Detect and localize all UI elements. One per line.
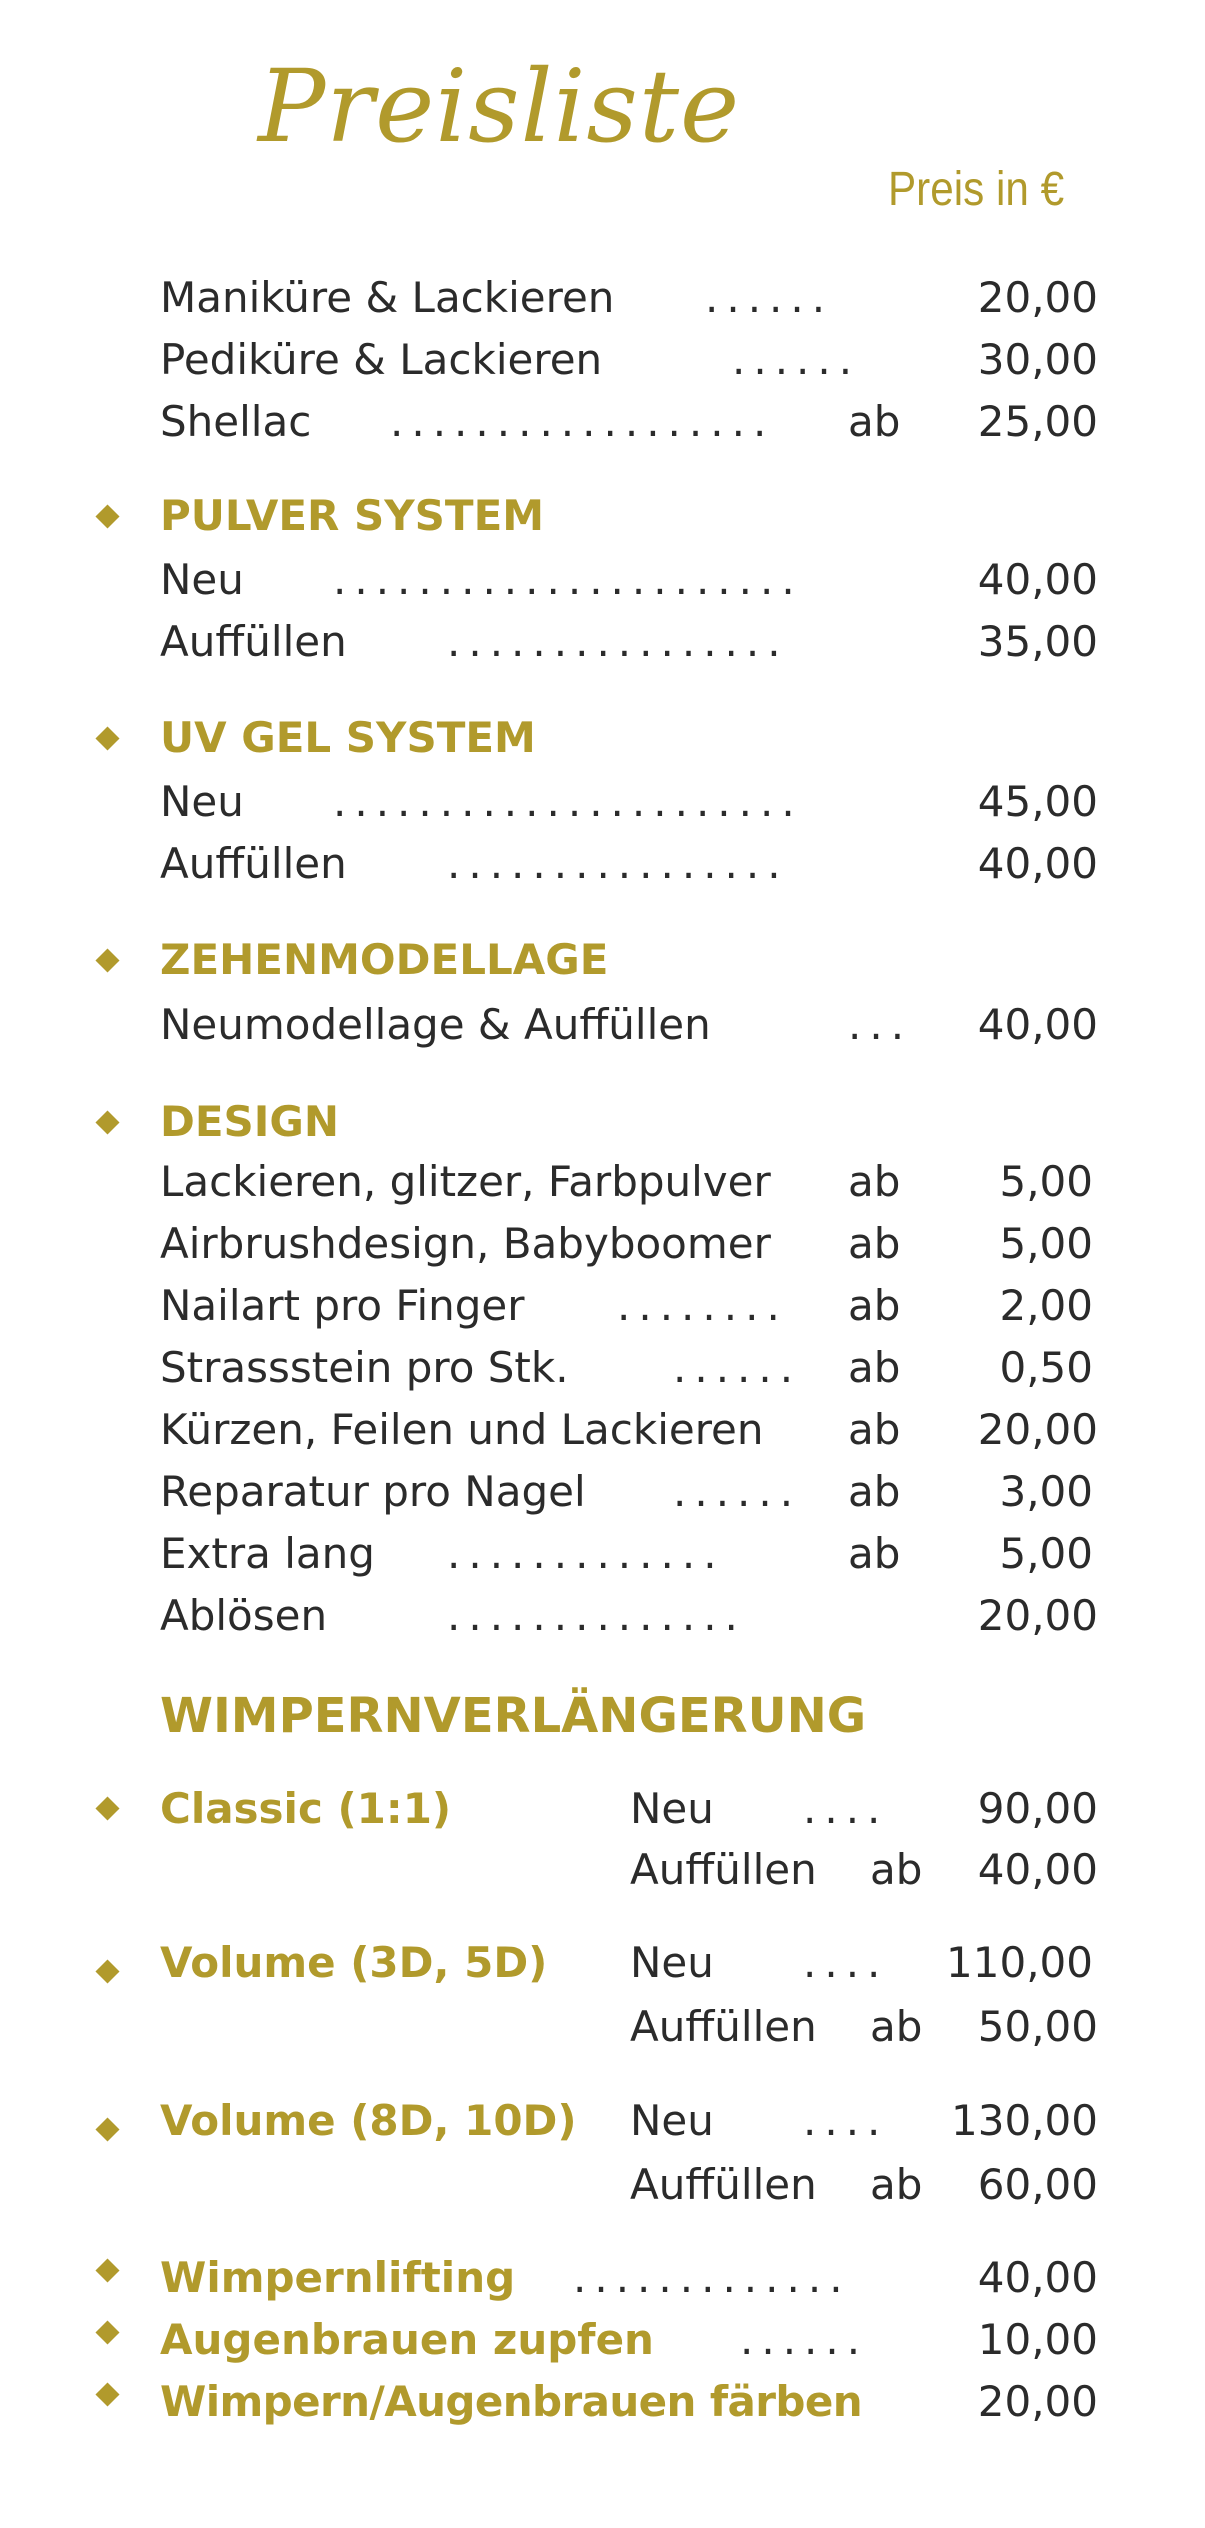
service-label: Reparatur pro Nagel: [160, 1467, 586, 1516]
refill-label: Auffüllen: [630, 2160, 817, 2209]
service-label: Pediküre & Lackieren: [160, 335, 603, 384]
from-label: ab: [848, 1157, 901, 1206]
diamond-bullet-icon: [95, 1796, 119, 1820]
service-price: 40,00: [977, 2253, 1098, 2302]
leader-dots: ......: [673, 1467, 802, 1516]
leader-dots: ......: [673, 1343, 802, 1392]
service-price: 40,00: [977, 1000, 1098, 1049]
section-heading: DESIGN: [160, 1097, 340, 1146]
service-label: Lackieren, glitzer, Farbpulver: [160, 1157, 771, 1206]
leader-dots: ......: [740, 2315, 869, 2364]
from-label: ab: [848, 1405, 901, 1454]
leader-dots: ......................: [333, 777, 803, 826]
diamond-bullet-icon: [95, 948, 119, 972]
service-price: 0,50: [999, 1343, 1093, 1392]
leader-dots: ..............: [447, 1591, 746, 1640]
diamond-bullet-icon: [95, 2258, 119, 2282]
leader-dots: ........: [617, 1281, 788, 1330]
service-price: 40,00: [977, 555, 1098, 604]
service-label: Nailart pro Finger: [160, 1281, 525, 1330]
service-price: 5,00: [999, 1529, 1093, 1578]
service-price: 90,00: [977, 1784, 1098, 1833]
refill-label: Auffüllen: [630, 2002, 817, 2051]
lash-service-name: Volume (3D, 5D): [160, 1938, 548, 1987]
diamond-bullet-icon: [95, 2117, 119, 2141]
leader-dots: ....: [803, 2096, 889, 2145]
from-label: ab: [848, 397, 901, 446]
service-label: Auffüllen: [160, 839, 347, 888]
lash-service-name: Wimpern/Augenbrauen färben: [160, 2377, 863, 2426]
leader-dots: ......................: [333, 555, 803, 604]
leader-dots: ................: [447, 617, 789, 666]
service-label: Shellac: [160, 397, 312, 446]
section-heading: ZEHENMODELLAGE: [160, 935, 609, 984]
service-label: Auffüllen: [160, 617, 347, 666]
service-label: Neu: [160, 777, 244, 826]
section-heading: UV GEL SYSTEM: [160, 713, 536, 762]
service-price: 10,00: [977, 2315, 1098, 2364]
lash-service-name: Wimpernlifting: [160, 2253, 516, 2302]
new-label: Neu: [630, 2096, 714, 2145]
diamond-bullet-icon: [95, 1959, 119, 1983]
leader-dots: ....: [803, 1938, 889, 1987]
from-label: ab: [870, 2002, 923, 2051]
leader-dots: .............: [447, 1529, 725, 1578]
service-price: 20,00: [977, 1591, 1098, 1640]
service-label: Maniküre & Lackieren: [160, 273, 615, 322]
diamond-bullet-icon: [95, 2382, 119, 2406]
leader-dots: ......: [732, 335, 861, 384]
diamond-bullet-icon: [95, 726, 119, 750]
service-label: Ablösen: [160, 1591, 328, 1640]
lash-service-name: Classic (1:1): [160, 1784, 452, 1833]
lash-service-name: Augenbrauen zupfen: [160, 2315, 654, 2364]
service-label: Strassstein pro Stk.: [160, 1343, 569, 1392]
from-label: ab: [848, 1281, 901, 1330]
service-price: 40,00: [977, 839, 1098, 888]
service-price: 130,00: [951, 2096, 1098, 2145]
service-price: 2,00: [999, 1281, 1093, 1330]
service-price: 20,00: [977, 2377, 1098, 2426]
diamond-bullet-icon: [95, 1110, 119, 1134]
leader-dots: ......: [705, 273, 834, 322]
leader-dots: ................: [447, 839, 789, 888]
service-price: 40,00: [977, 1845, 1098, 1894]
service-price: 5,00: [999, 1219, 1093, 1268]
from-label: ab: [848, 1343, 901, 1392]
leader-dots: .............: [573, 2253, 851, 2302]
service-price: 35,00: [977, 617, 1098, 666]
service-price: 20,00: [977, 273, 1098, 322]
refill-label: Auffüllen: [630, 1845, 817, 1894]
service-label: Neu: [160, 555, 244, 604]
service-price: 25,00: [977, 397, 1098, 446]
service-price: 110,00: [946, 1938, 1093, 1987]
section-heading: PULVER SYSTEM: [160, 491, 545, 540]
service-price: 3,00: [999, 1467, 1093, 1516]
new-label: Neu: [630, 1784, 714, 1833]
diamond-bullet-icon: [95, 2320, 119, 2344]
service-label: Neumodellage & Auffüllen: [160, 1000, 711, 1049]
service-price: 60,00: [977, 2160, 1098, 2209]
diamond-bullet-icon: [95, 504, 119, 528]
section-heading: WIMPERNVERLÄNGERUNG: [160, 1688, 867, 1744]
from-label: ab: [848, 1529, 901, 1578]
leader-dots: ....: [803, 1784, 889, 1833]
service-price: 50,00: [977, 2002, 1098, 2051]
service-label: Extra lang: [160, 1529, 375, 1578]
leader-dots: ..................: [390, 397, 775, 446]
service-price: 45,00: [977, 777, 1098, 826]
service-price: 5,00: [999, 1157, 1093, 1206]
new-label: Neu: [630, 1938, 714, 1987]
leader-dots: ...: [848, 1000, 913, 1049]
service-price: 20,00: [977, 1405, 1098, 1454]
service-price: 30,00: [977, 335, 1098, 384]
page-title: Preisliste: [258, 48, 741, 165]
service-label: Kürzen, Feilen und Lackieren: [160, 1405, 764, 1454]
from-label: ab: [870, 2160, 923, 2209]
from-label: ab: [848, 1467, 901, 1516]
lash-service-name: Volume (8D, 10D): [160, 2096, 577, 2145]
price-column-label: Preis in €: [888, 163, 1065, 216]
from-label: ab: [848, 1219, 901, 1268]
service-label: Airbrushdesign, Babyboomer: [160, 1219, 771, 1268]
from-label: ab: [870, 1845, 923, 1894]
